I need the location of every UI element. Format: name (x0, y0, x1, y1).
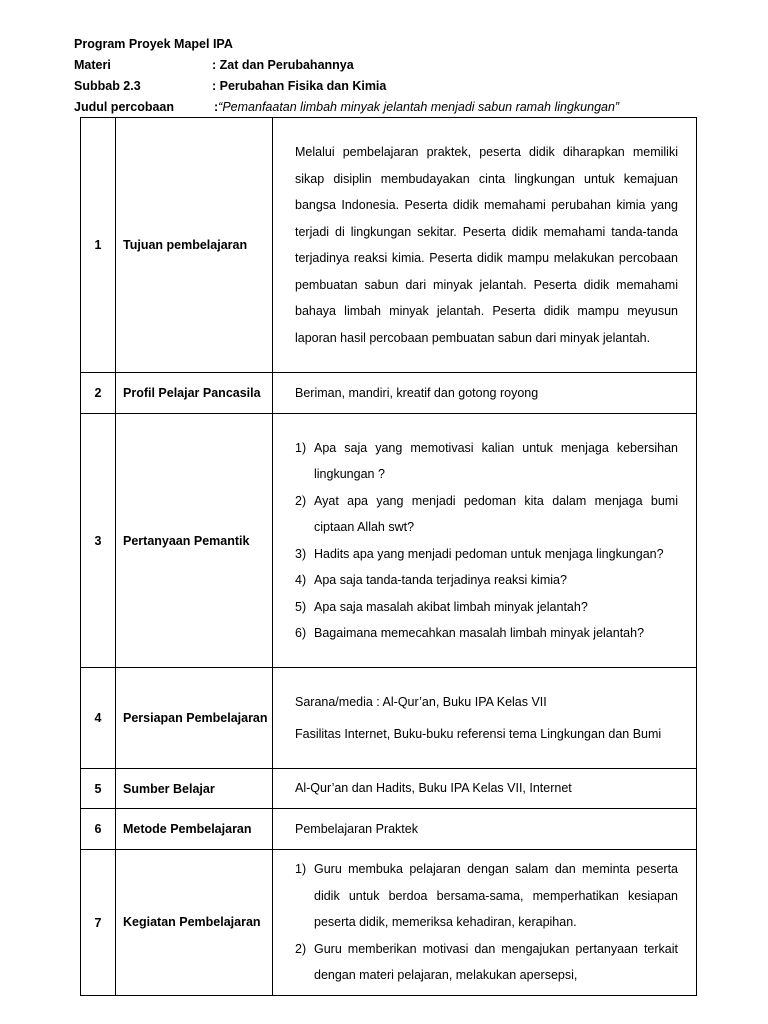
list-item: 4) Apa saja tanda-tanda terjadinya reaksi kimia? (295, 573, 567, 587)
table-row (81, 769, 697, 809)
judul-colon: : (214, 100, 219, 114)
tujuan-content: Melalui pembelajaran praktek, peserta didik diharapkan memiliki sikap disiplin membudayakan cinta lingkungan untuk kemajuan bangsa Indonesia. Peserta didik memahami perubahan kimia yang terjadi di lingkungan sekitar. Peserta didik memahami tanda-tanda terjadinya reaksi kimia. Peserta didik mampu melakukan percobaan pembuatan sabun dari minyak jelantah. Peserta didik memahami bahaya limbah minyak jelantah. Peserta didik mampu meyusun laporan hasil percobaan pembuatan sabun dari minyak jelantah. (273, 118, 697, 373)
program-title-row (74, 34, 714, 55)
row-number: 7 (81, 850, 116, 996)
table-row (81, 373, 697, 414)
row-number: 1 (81, 118, 116, 373)
list-item: 5) Apa saja masalah akibat limbah minyak jelantah? (295, 599, 588, 614)
list-item: 3) Hadits apa yang menjadi pedoman untuk menjaga lingkungan? (295, 546, 664, 561)
profil-content: Beriman, mandiri, kreatif dan gotong royong (273, 373, 697, 414)
row-number: 4 (81, 668, 116, 769)
list-item: 1) Guru membuka pelajaran dengan salam dan meminta peserta didik untuk berdoa bersama-sama, memperhatikan kesiapan peserta didik, memeriksa kehadiran, kerapihan. (295, 862, 678, 929)
row-label: Persiapan Pembelajaran (116, 668, 273, 769)
table-row (81, 850, 697, 996)
persiapan-content (273, 668, 697, 769)
table-row (81, 118, 697, 373)
metode-content: Pembelajaran Praktek (273, 809, 697, 850)
judul-value: “Pemanfaatan limbah minyak jelantah menjadi sabun ramah lingkungan” (218, 100, 620, 114)
judul-label: Judul percobaan (74, 100, 175, 114)
list-item: 6) Bagaimana memecahkan masalah limbah minyak jelantah? (295, 626, 645, 640)
persiapan-paragraph: Sarana/media : Al-Qur’an, Buku IPA Kelas VII (295, 694, 547, 709)
persiapan-paragraph: Fasilitas Internet, Buku-buku referensi tema Lingkungan dan Bumi (295, 727, 662, 741)
materi-label: Materi (74, 58, 111, 72)
pemantik-list (295, 435, 678, 647)
row-number: 2 (81, 373, 116, 414)
row-number: 5 (81, 769, 116, 809)
table-row (81, 809, 697, 850)
sumber-content: Al-Qur’an dan Hadits, Buku IPA Kelas VII, Internet (273, 769, 697, 809)
row-label: Profil Pelajar Pancasila (116, 373, 273, 414)
list-item: 2) Ayat apa yang menjadi pedoman kita dalam menjaga bumi ciptaan Allah swt? (295, 493, 678, 534)
row-number: 6 (81, 809, 116, 850)
materi-row (74, 55, 714, 76)
table-row (81, 414, 697, 668)
row-label: Pertanyaan Pemantik (116, 414, 273, 668)
subbab-label: Subbab 2.3 (74, 79, 141, 93)
materi-value: : Zat dan Perubahannya (212, 58, 354, 72)
kegiatan-content (273, 850, 697, 996)
program-title: Program Proyek Mapel IPA (74, 37, 233, 51)
row-label: Metode Pembelajaran (116, 809, 273, 850)
row-number: 3 (81, 414, 116, 668)
kegiatan-list (295, 856, 678, 989)
pemantik-content (273, 414, 697, 668)
judul-value-wrap (214, 97, 714, 118)
document-header (74, 34, 714, 118)
row-label: Sumber Belajar (116, 769, 273, 809)
lesson-plan-table (80, 117, 697, 996)
subbab-row (74, 76, 714, 97)
row-label: Tujuan pembelajaran (116, 118, 273, 373)
table-row (81, 668, 697, 769)
subbab-value: : Perubahan Fisika dan Kimia (212, 79, 387, 93)
list-item: 1) Apa saja yang memotivasi kalian untuk menjaga kebersihan lingkungan ? (295, 440, 678, 481)
list-item: 2) Guru memberikan motivasi dan mengajukan pertanyaan terkait dengan materi pelajaran, melakukan apersepsi, (295, 941, 678, 982)
judul-row (74, 97, 714, 118)
row-label: Kegiatan Pembelajaran (116, 850, 273, 996)
